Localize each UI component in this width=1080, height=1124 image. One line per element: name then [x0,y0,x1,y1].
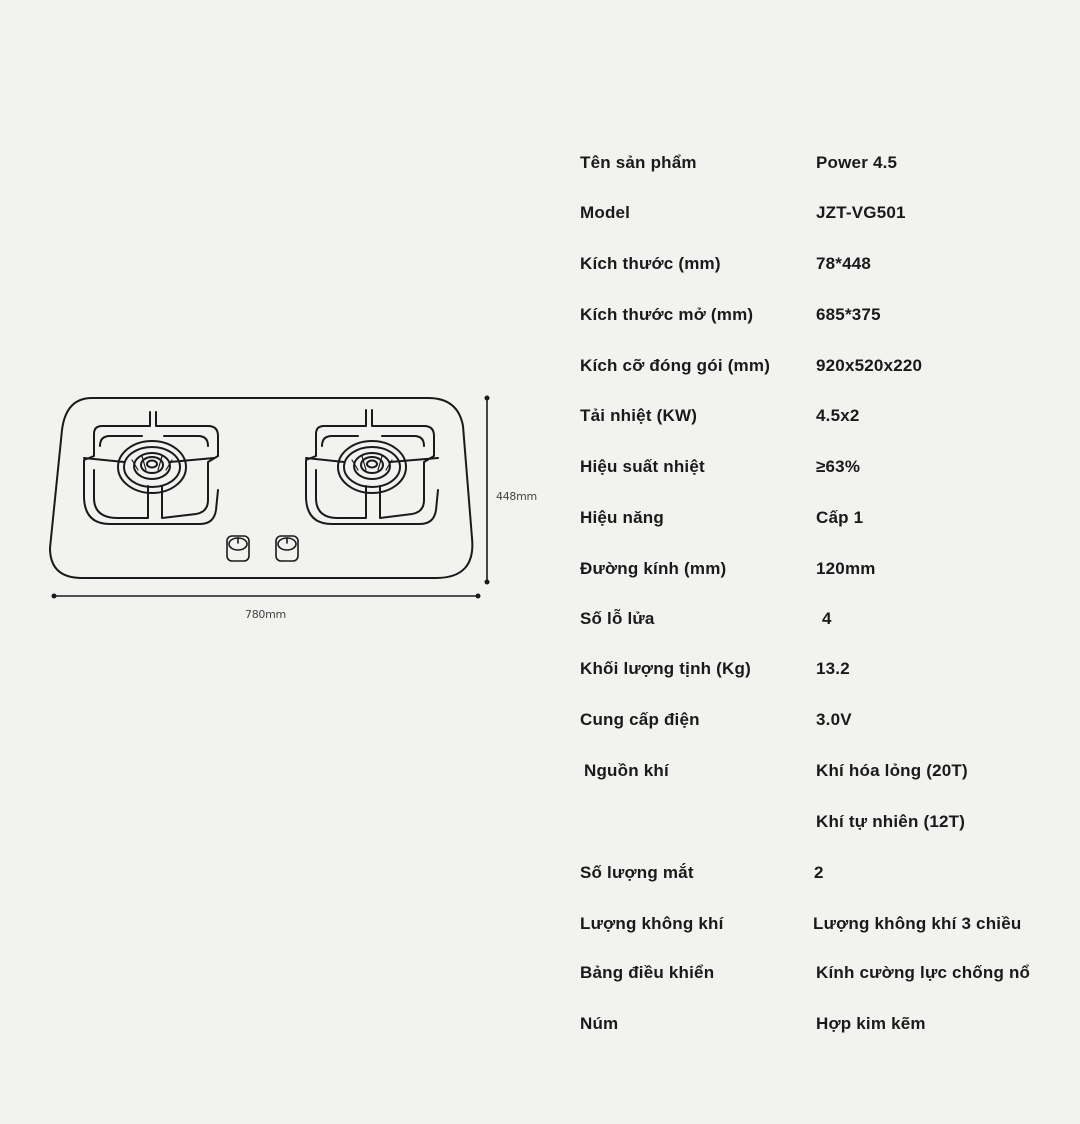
spec-label: Số lượng mắt [580,863,694,882]
spec-label: Kích cỡ đóng gói (mm) [580,356,771,375]
spec-value: 685*375 [816,305,881,324]
spec-label: Núm [580,1014,619,1033]
depth-label: 448mm [496,490,537,503]
spec-value: Kính cường lực chống nổ [816,963,1031,982]
spec-row-control-panel [578,953,1068,993]
left-burner [84,412,218,524]
spec-label: Kích thước mở (mm) [580,305,754,324]
spec-row-dimensions [578,244,1068,284]
spec-value: 13.2 [816,659,850,678]
stove-diagram [0,0,560,700]
spec-label: Hiệu năng [580,508,664,527]
spec-value: 120mm [816,559,876,578]
spec-row-package-size [578,346,1068,386]
spec-row-gas-source [578,751,1068,791]
left-knob [227,536,249,561]
spec-row-diameter [578,549,1068,589]
spec-row-fire-holes [578,599,1068,639]
spec-value: Khí tự nhiên (12T) [816,812,966,831]
spec-value: 2 [814,863,824,882]
spec-row-power-supply [578,700,1068,740]
spec-label: Hiệu suất nhiệt [580,457,705,476]
spec-value: Khí hóa lỏng (20T) [816,761,968,780]
spec-row-heat-load [578,396,1068,436]
width-label: 780mm [245,608,286,621]
spec-value: 3.0V [816,710,852,729]
spec-value: Cấp 1 [816,508,864,527]
spec-row-thermal-efficiency [578,447,1068,487]
spec-value: ≥63% [816,457,861,476]
spec-row-gas-source-alt [578,802,1068,842]
spec-label: Kích thước (mm) [580,254,721,273]
spec-label: Khối lượng tịnh (Kg) [580,659,751,678]
spec-label: Tải nhiệt (KW) [580,406,698,425]
spec-value: 4.5x2 [816,406,860,425]
spec-label: Nguồn khí [584,761,669,780]
spec-label: Đường kính (mm) [580,559,727,578]
spec-row-cutout-size [578,295,1068,335]
spec-value: Hợp kim kẽm [816,1014,926,1033]
spec-row-product-name [578,143,1068,183]
spec-row-model [578,193,1068,233]
spec-label: Cung cấp điện [580,710,700,729]
spec-value: 920x520x220 [816,356,923,375]
right-burner [306,410,438,524]
spec-label: Bảng điều khiển [580,963,715,982]
spec-value: Power 4.5 [816,153,898,172]
spec-label: Số lỗ lửa [580,609,655,628]
spec-row-performance [578,498,1068,538]
spec-label: Lượng không khí [580,914,724,933]
spec-row-air-intake [578,904,1068,944]
spec-value: JZT-VG501 [816,203,906,222]
spec-value: Lượng không khí 3 chiều [813,914,1022,933]
spec-row-knob [578,1004,1068,1044]
spec-label: Tên sản phẩm [580,153,697,172]
right-knob [276,536,298,561]
spec-value: 78*448 [816,254,872,273]
spec-row-net-weight [578,649,1068,689]
spec-row-burner-count [578,853,1068,893]
spec-label: Model [580,203,631,222]
spec-value: 4 [822,609,832,628]
